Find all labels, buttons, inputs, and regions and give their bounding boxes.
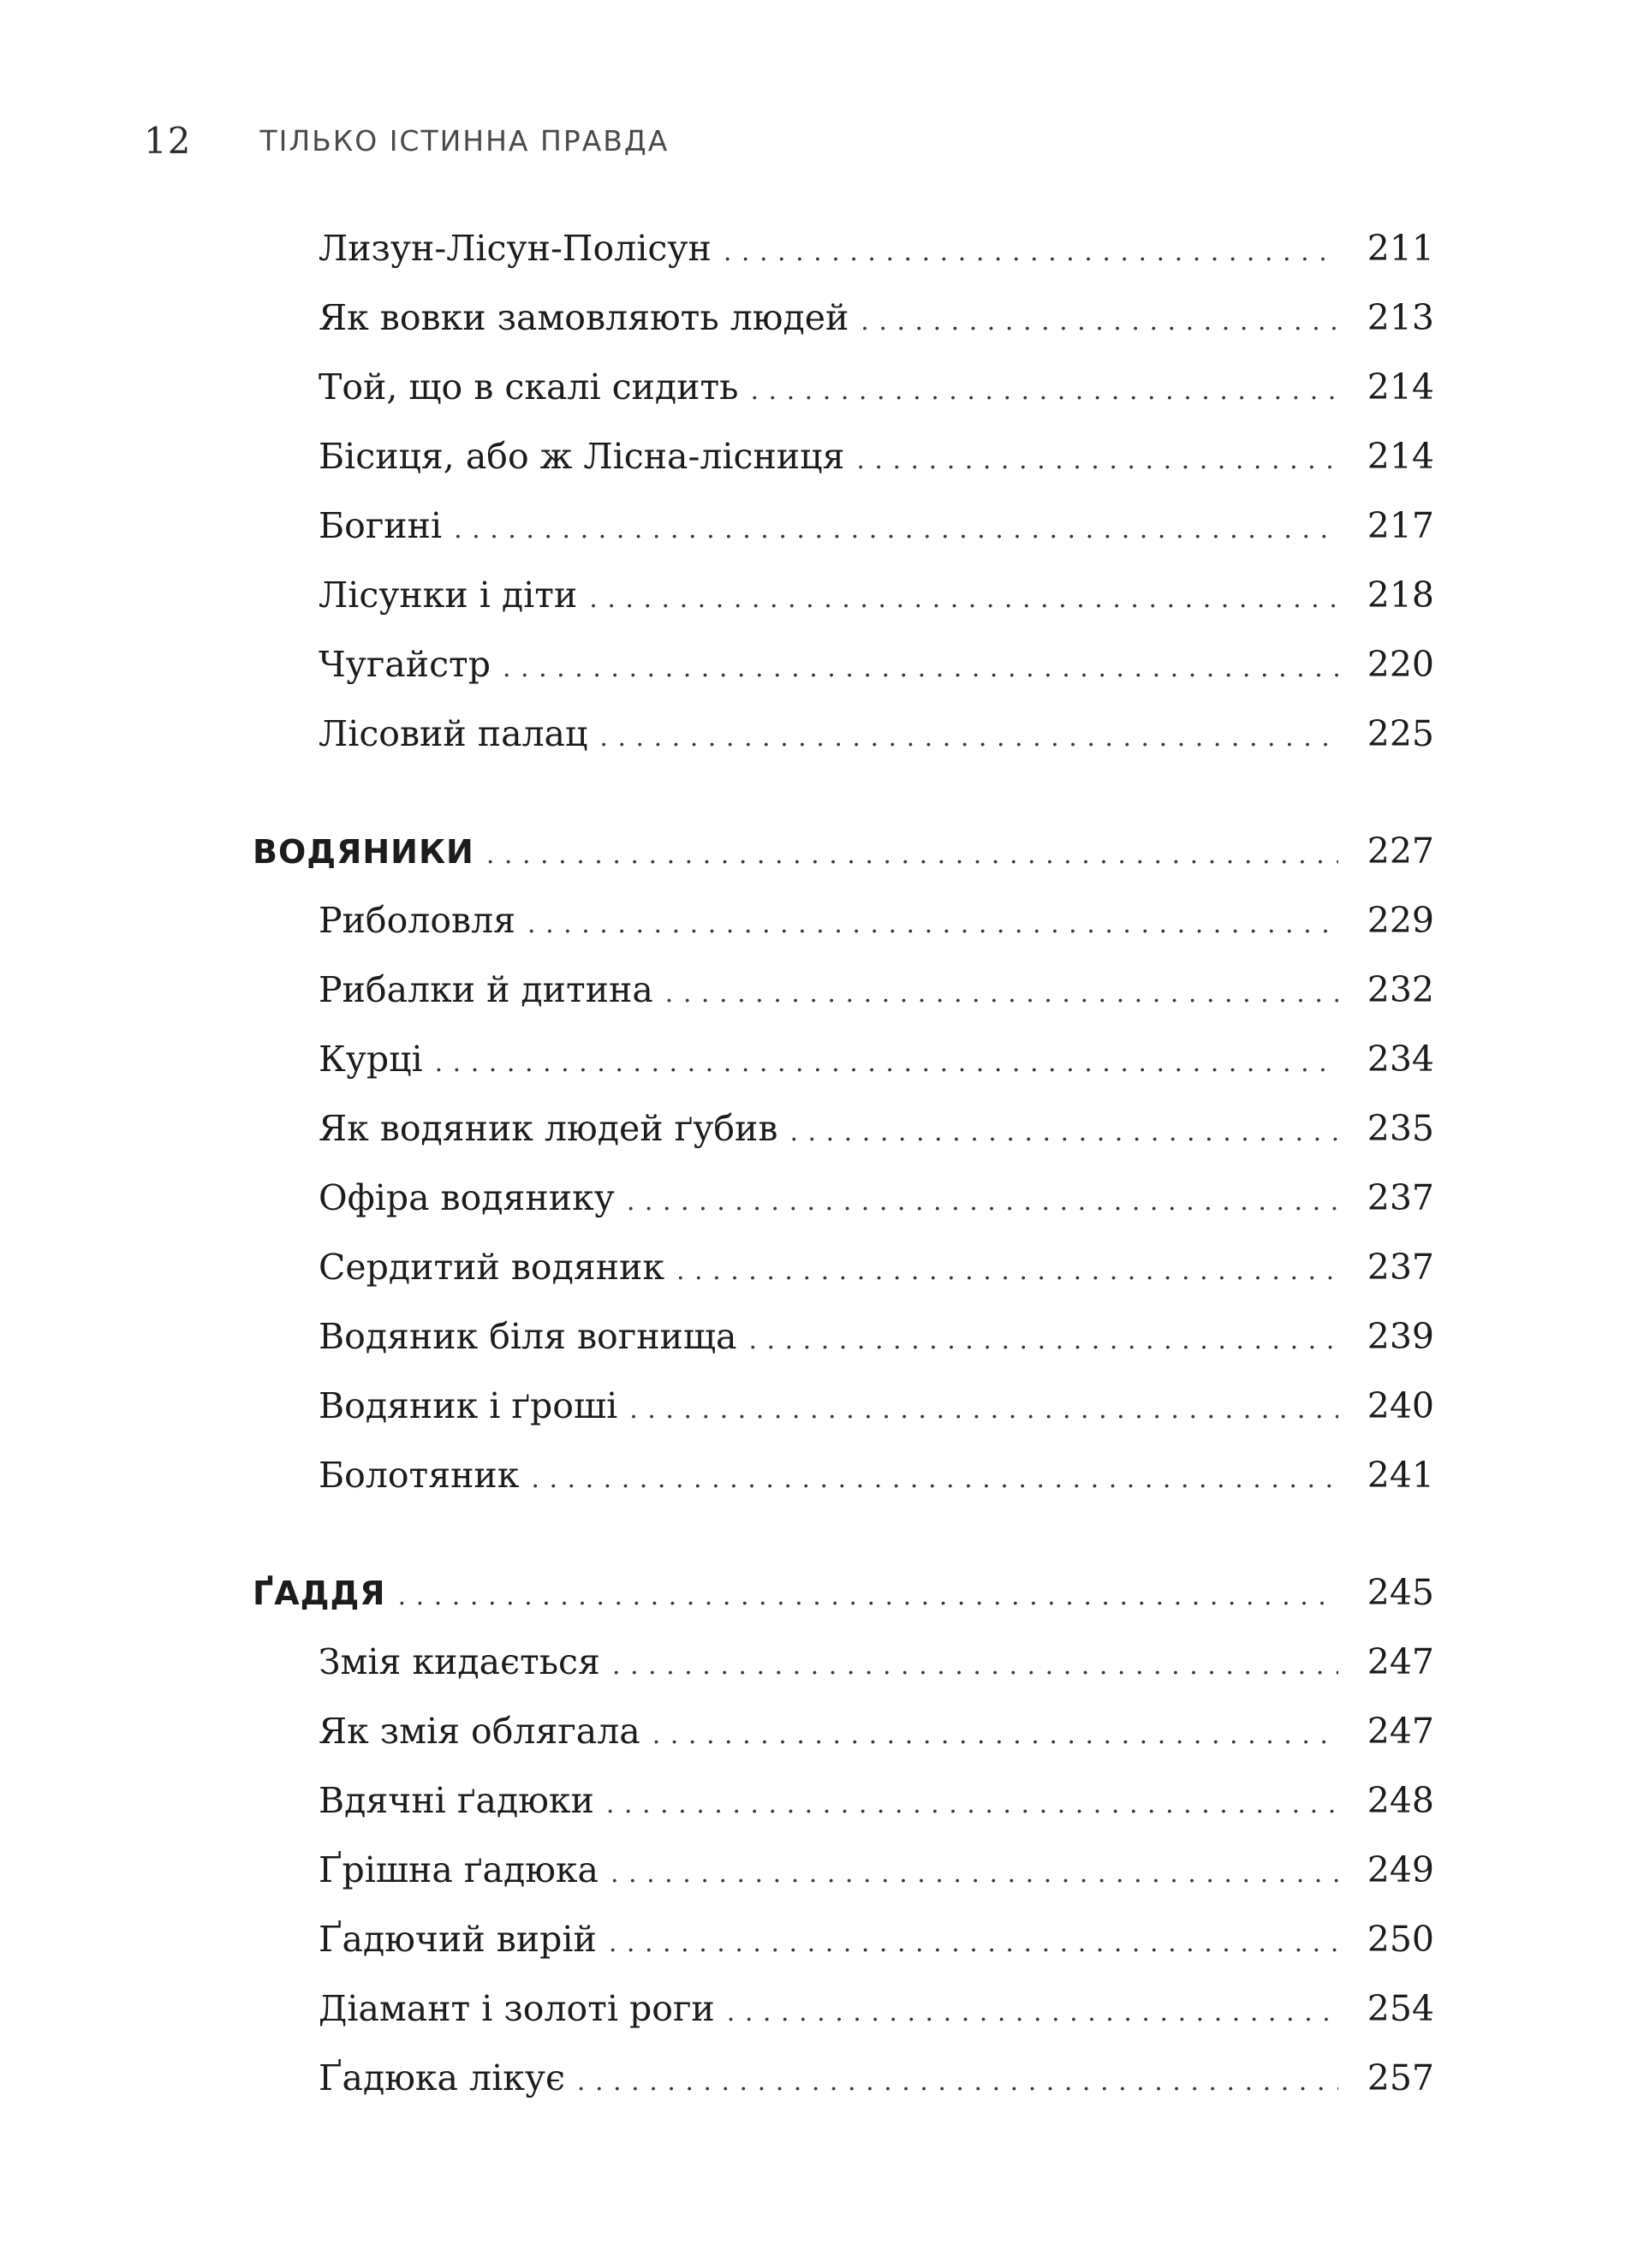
dot-leader — [527, 890, 1338, 959]
dot-leader — [606, 1770, 1338, 1839]
toc-chapter-title: ВОДЯНИКИ — [253, 833, 474, 871]
toc-entry-page: 247 — [1367, 1711, 1434, 1752]
toc-entry-page: 214 — [1367, 436, 1434, 477]
toc-entry-title: Вдячні ґадюки — [319, 1780, 594, 1821]
toc-entry-title: Ґадюка лікує — [319, 2057, 565, 2098]
toc-entry-page: 239 — [1367, 1316, 1434, 1357]
dot-leader — [750, 356, 1338, 426]
toc-entry-page: 237 — [1367, 1177, 1434, 1218]
toc-entry-page: 234 — [1367, 1039, 1434, 1080]
running-title: ТІЛЬКО ІСТИННА ПРАВДА — [259, 123, 670, 158]
toc-entry-page: 214 — [1367, 366, 1434, 408]
toc-entry-title: Болотяник — [319, 1455, 520, 1496]
dot-leader — [435, 1028, 1338, 1098]
toc-entry-title: Водяник біля вогнища — [319, 1316, 737, 1357]
toc-entry-title: Як вовки замовляють людей — [319, 297, 849, 338]
toc-entry-title: Діамант і золоті роги — [319, 1988, 715, 2029]
toc-entry-page: 211 — [1367, 228, 1434, 269]
dot-leader — [611, 1839, 1338, 1908]
toc-entry-title: Той, що в скалі сидить — [319, 366, 739, 408]
dot-leader — [652, 1700, 1338, 1770]
toc-entry-title: Ґадючий вирій — [319, 1919, 597, 1960]
toc-section-gaddia — [253, 1558, 1434, 2113]
toc-entry-title: Лісунки і діти — [319, 574, 578, 616]
toc-entry-page: 213 — [1367, 297, 1434, 338]
toc-entry[interactable] — [319, 1164, 1434, 1233]
toc-section-vodianyky — [253, 817, 1434, 1510]
page-number: 12 — [144, 119, 192, 162]
dot-leader — [486, 820, 1338, 890]
toc-chapter-page: 245 — [1367, 1572, 1434, 1613]
toc-entry-title: Богині — [319, 505, 443, 546]
dot-leader — [531, 1444, 1338, 1514]
toc-chapter-page: 227 — [1367, 830, 1434, 872]
toc-entry-title: Як змія облягала — [319, 1711, 640, 1752]
toc-entry[interactable] — [319, 1094, 1434, 1164]
toc-entry[interactable] — [319, 1697, 1434, 1766]
toc-entry[interactable] — [319, 2044, 1434, 2113]
toc-entry-page: 240 — [1367, 1385, 1434, 1426]
toc-chapter-title: ҐАДДЯ — [253, 1575, 386, 1612]
toc-entry-page: 247 — [1367, 1641, 1434, 1682]
toc-entry[interactable] — [319, 630, 1434, 699]
toc-entry-title: Як водяник людей ґубив — [319, 1108, 778, 1149]
toc-entry[interactable] — [319, 1025, 1434, 1094]
dot-leader — [727, 1978, 1338, 2047]
toc-entry-page: 248 — [1367, 1780, 1434, 1821]
toc-entry[interactable] — [319, 1233, 1434, 1302]
dot-leader — [861, 287, 1338, 356]
dot-leader — [676, 1236, 1338, 1306]
toc-entry-title: Ґрішна ґадюка — [319, 1849, 599, 1890]
toc-entry[interactable] — [319, 1628, 1434, 1697]
dot-leader — [503, 634, 1338, 703]
toc-entry[interactable] — [319, 886, 1434, 955]
toc-entry[interactable] — [319, 1905, 1434, 1974]
toc-entry[interactable] — [319, 1441, 1434, 1510]
toc-entry-page: 232 — [1367, 969, 1434, 1010]
dot-leader — [789, 1098, 1338, 1167]
toc-entry[interactable] — [319, 1974, 1434, 2044]
toc-entry[interactable] — [319, 491, 1434, 561]
toc-entry-page: 241 — [1367, 1455, 1434, 1496]
toc-entry[interactable] — [319, 353, 1434, 422]
toc-entry-page: 235 — [1367, 1108, 1434, 1149]
dot-leader — [665, 959, 1338, 1028]
toc-entry[interactable] — [319, 561, 1434, 630]
toc-entry-page: 229 — [1367, 900, 1434, 941]
toc-entry-page: 250 — [1367, 1919, 1434, 1960]
dot-leader — [627, 1167, 1338, 1236]
toc-chapter[interactable] — [253, 1558, 1434, 1628]
toc-entry[interactable] — [319, 1302, 1434, 1372]
toc-entry[interactable] — [319, 699, 1434, 769]
toc-entry-page: 237 — [1367, 1247, 1434, 1288]
dot-leader — [612, 1631, 1338, 1700]
toc-entry-page: 220 — [1367, 644, 1434, 685]
toc-entry-title: Водяник і ґроші — [319, 1385, 618, 1426]
toc-entry-title: Риболовля — [319, 900, 516, 941]
dot-leader — [398, 1562, 1338, 1631]
toc-entry-page: 249 — [1367, 1849, 1434, 1890]
toc-entry[interactable] — [319, 1766, 1434, 1836]
dot-leader — [599, 703, 1338, 772]
toc-entry-title: Лизун-Лісун-Полісун — [319, 228, 712, 269]
toc-entry-title: Бісиця, або ж Лісна-лісниця — [319, 436, 845, 477]
toc-entry-title: Лісовий палац — [319, 713, 588, 754]
toc-entry-page: 217 — [1367, 505, 1434, 546]
toc-entry[interactable] — [319, 422, 1434, 491]
dot-leader — [609, 1908, 1338, 1978]
toc-entry-title: Сердитий водяник — [319, 1247, 664, 1288]
toc-chapter[interactable] — [253, 817, 1434, 886]
toc-entry[interactable] — [319, 283, 1434, 353]
toc-entry[interactable] — [319, 955, 1434, 1025]
dot-leader — [589, 564, 1338, 634]
toc-entry-page: 225 — [1367, 713, 1434, 754]
toc-entry[interactable] — [319, 214, 1434, 283]
toc-entry-title: Рибалки й дитина — [319, 969, 653, 1010]
dot-leader — [577, 2047, 1338, 2116]
toc-entry[interactable] — [319, 1836, 1434, 1905]
toc-entry-title: Офіра водянику — [319, 1177, 615, 1218]
toc-section-continued — [253, 214, 1434, 769]
toc-entry-title: Змія кидається — [319, 1641, 600, 1682]
toc-entry-page: 254 — [1367, 1988, 1434, 2029]
dot-leader — [724, 217, 1338, 287]
dot-leader — [748, 1306, 1338, 1375]
running-head — [144, 116, 669, 164]
toc-entry[interactable] — [319, 1372, 1434, 1441]
dot-leader — [856, 426, 1338, 495]
dot-leader — [454, 495, 1338, 564]
toc-entry-title: Чугайстр — [319, 644, 491, 685]
toc-entry-title: Курці — [319, 1039, 423, 1080]
toc-entry-page: 257 — [1367, 2057, 1434, 2098]
table-of-contents — [253, 214, 1434, 2161]
toc-entry-page: 218 — [1367, 574, 1434, 616]
dot-leader — [629, 1375, 1338, 1444]
